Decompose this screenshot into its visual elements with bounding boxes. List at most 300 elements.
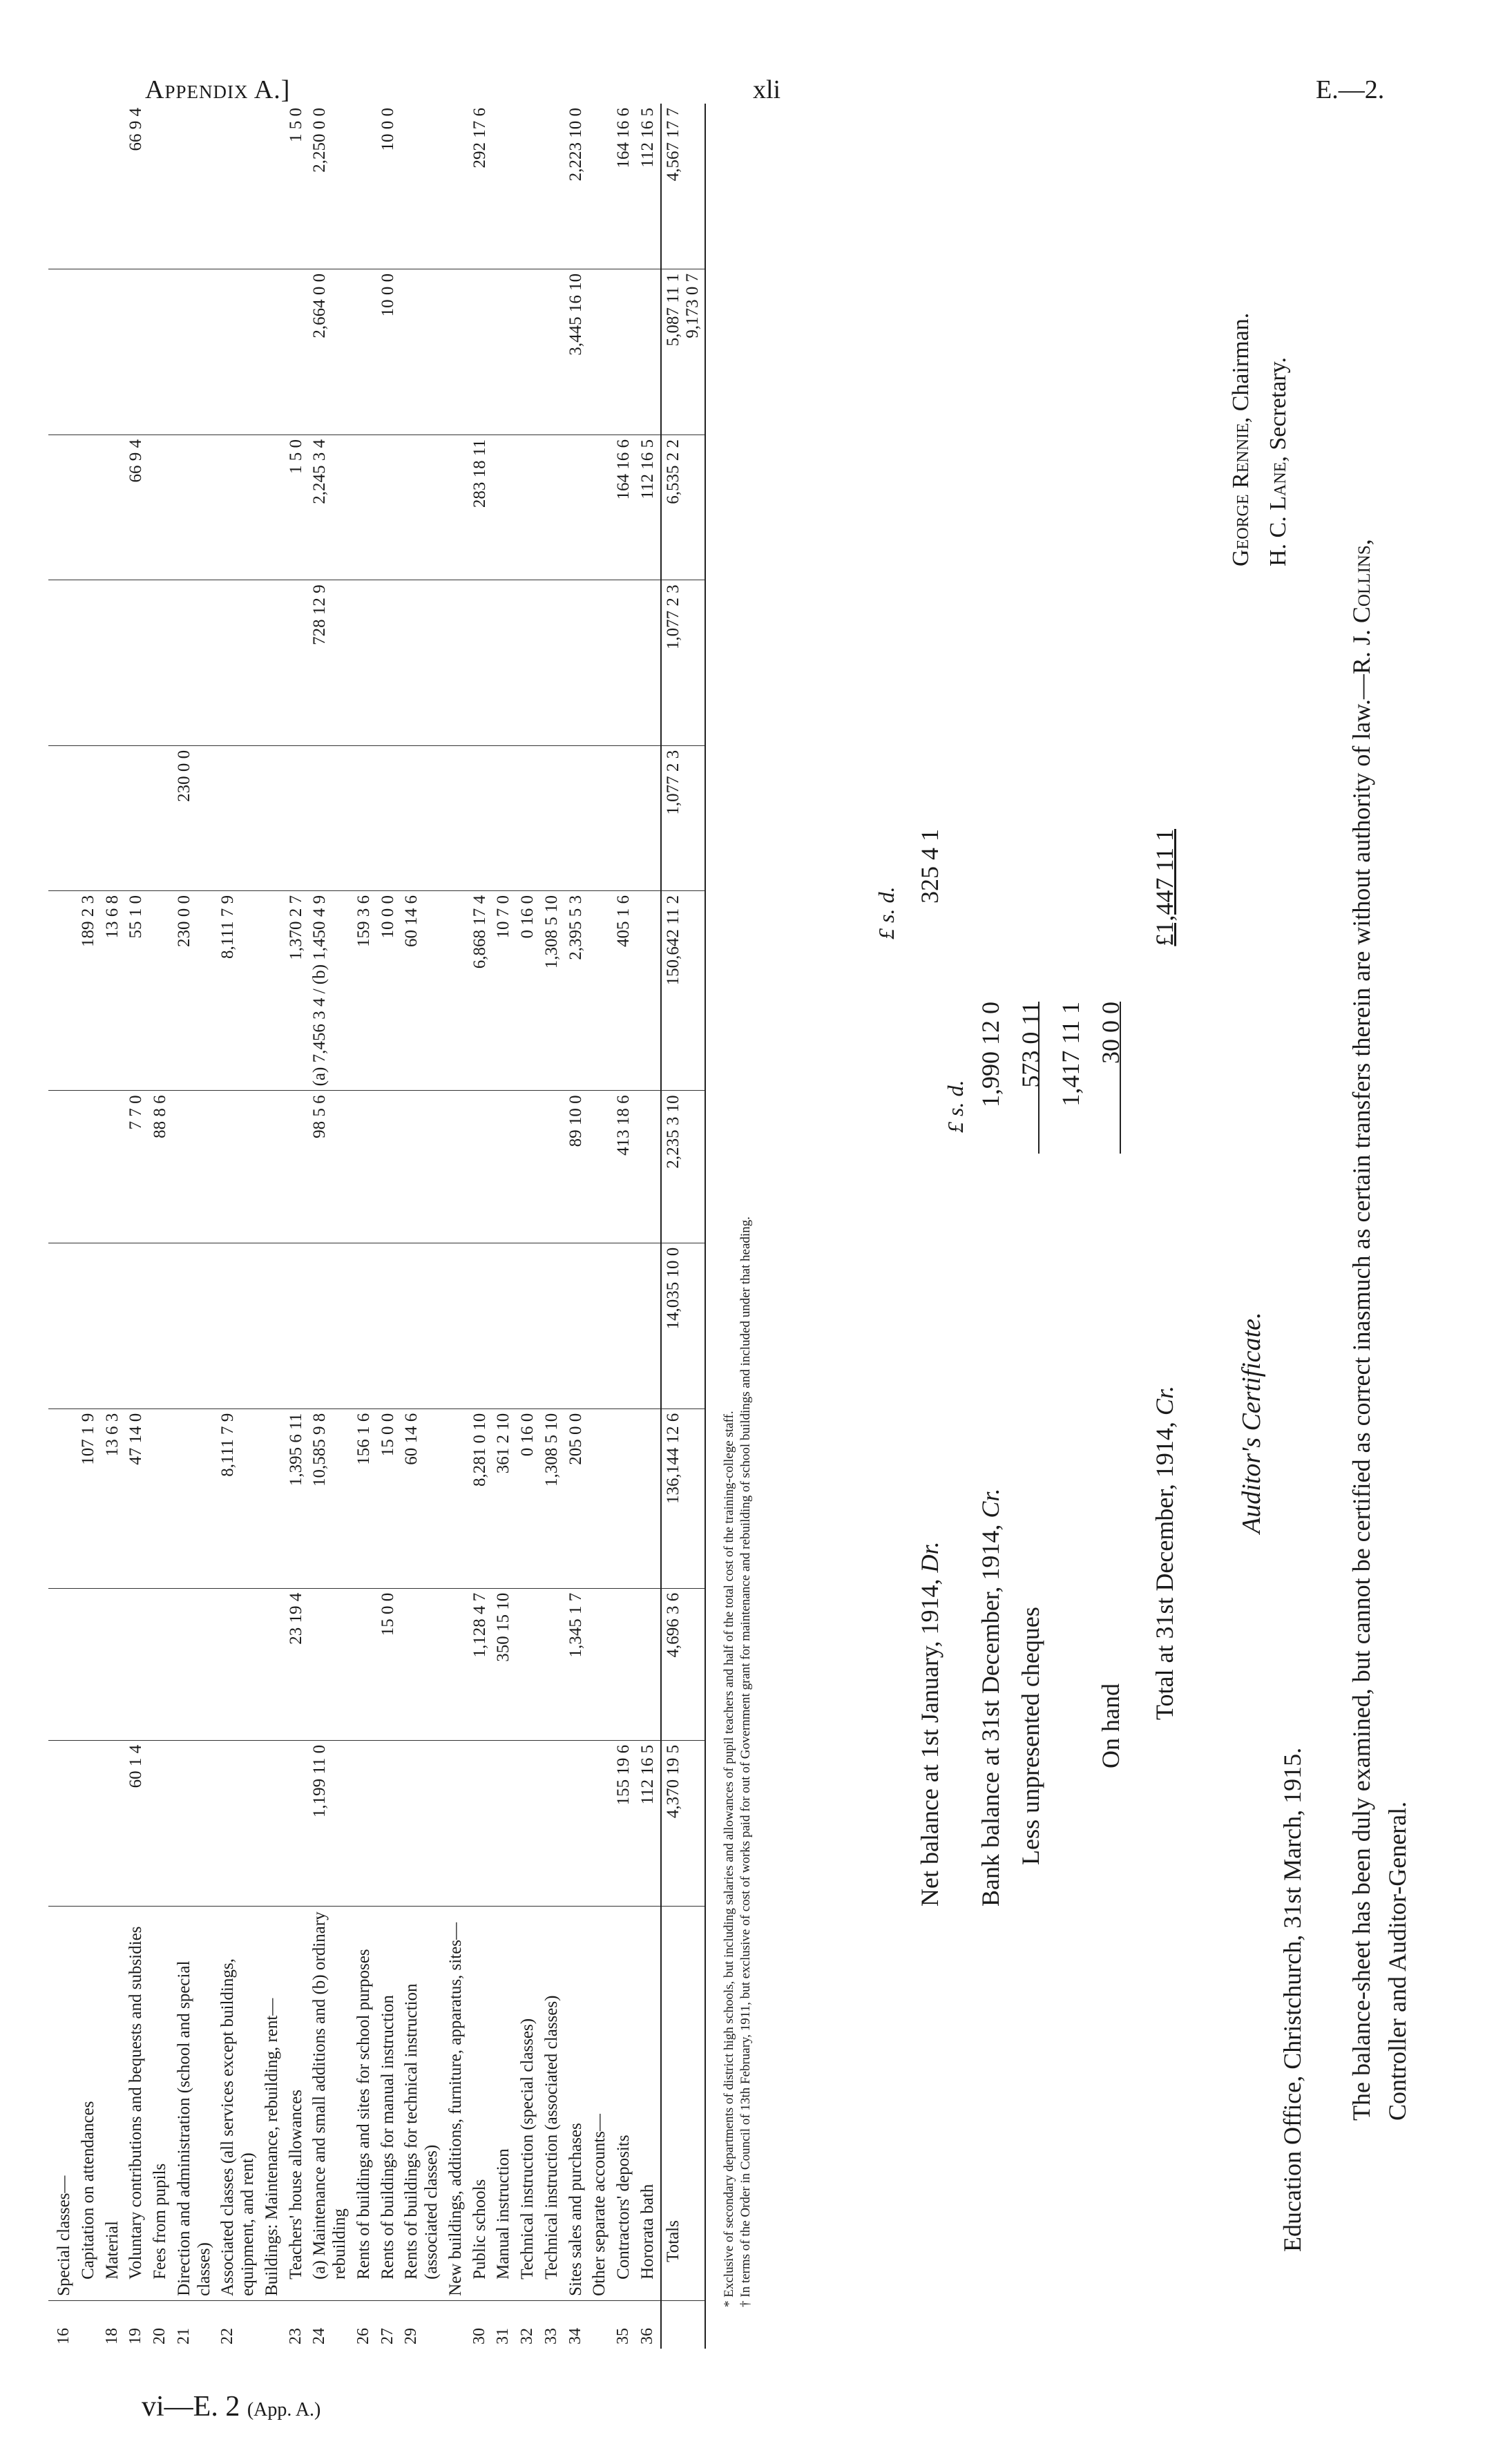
amount-cell <box>260 1243 285 1408</box>
amount-cell: 205 0 0 <box>564 1408 588 1588</box>
row-number: 32 <box>516 2300 540 2349</box>
amount-cell <box>400 1740 444 1906</box>
unpresented-label: Less unpresented cheques <box>1017 1607 1044 1865</box>
amount-cell <box>148 104 173 269</box>
totals-cell <box>661 269 705 434</box>
office-dateline: Education Office, Christchurch, 31st March, 1915. <box>1278 1747 1306 2252</box>
amount-cell <box>588 891 612 1091</box>
unpresented-row <box>1016 801 1056 1907</box>
amount-cell <box>148 1243 173 1408</box>
on-hand-amount: 30 0 0 <box>1097 1002 1124 1064</box>
subtotal-amount: 1,417 11 1 <box>1057 1002 1084 1107</box>
ledger-row <box>124 104 148 2349</box>
amount-cell <box>444 104 468 269</box>
ledger-body <box>52 104 661 2349</box>
net-balance-row <box>915 801 955 1907</box>
amount-cell <box>101 104 125 269</box>
amount-cell: 189 2 3 <box>77 891 101 1091</box>
amount-cell <box>352 1091 376 1243</box>
row-number: 34 <box>564 2300 588 2349</box>
ledger-row <box>285 104 309 2349</box>
amount-cell <box>588 104 612 269</box>
totals-cell-c: 9,173 0 7 <box>682 273 702 338</box>
amount-cell: (a) 7,456 3 4 / (b) 1,450 4 9 <box>308 891 352 1091</box>
amount-cell <box>216 104 260 269</box>
amount-cell <box>148 745 173 890</box>
amount-cell <box>52 1588 77 1740</box>
row-description: Voluntary contributions and bequests and subsidies <box>124 1906 148 2300</box>
amount-cell <box>376 1243 401 1408</box>
totals-cell-a: 1,077 2 3 <box>663 584 682 650</box>
amount-cell <box>400 1243 444 1408</box>
amount-cell <box>285 580 309 745</box>
amount-cell: 283 18 11 <box>468 434 492 580</box>
amount-cell <box>516 104 540 269</box>
amount-cell <box>564 745 588 890</box>
amount-cell <box>540 1588 564 1740</box>
totals-row <box>661 104 705 2349</box>
amount-cell <box>216 1588 260 1740</box>
amount-cell <box>588 1588 612 1740</box>
amount-cell: 60 14 6 <box>400 891 444 1091</box>
amount-cell <box>101 1740 125 1906</box>
amount-cell: 164 16 6 <box>614 108 633 169</box>
row-description: Material <box>101 1906 125 2300</box>
ledger-row <box>260 104 285 2349</box>
amount-cell <box>285 269 309 434</box>
amount-cell <box>77 1243 101 1408</box>
amount-cell <box>612 269 636 434</box>
amount-cell <box>376 580 401 745</box>
amount-cell <box>260 1091 285 1243</box>
amount-cell <box>101 580 125 745</box>
ledger-row <box>308 104 352 2349</box>
amount-cell: 413 18 6 <box>612 1091 636 1243</box>
header-document-code: E.—2. <box>1316 75 1385 104</box>
amount-cell <box>260 104 285 269</box>
amount-cell <box>588 1408 612 1588</box>
amount-cell: 15 0 0 <box>376 1588 401 1740</box>
amount-cell <box>588 580 612 745</box>
row-description: Associated classes (all services except buildings, equipment, and rent) <box>216 1906 260 2300</box>
amount-cell <box>124 1243 148 1408</box>
on-hand-row <box>1096 801 1136 1907</box>
amount-cell <box>636 580 661 745</box>
ledger-row <box>492 104 516 2349</box>
unpresented-amount: 573 0 11 <box>1017 1002 1044 1088</box>
row-description: Fees from pupils <box>148 1906 173 2300</box>
amount-cell <box>612 580 636 745</box>
amount-cell <box>516 1740 540 1906</box>
ledger-row <box>400 104 444 2349</box>
row-number: 23 <box>285 2300 309 2349</box>
amount-cell <box>77 580 101 745</box>
total-row <box>1150 801 1190 1907</box>
amount-cell: 10 0 0 <box>378 108 397 151</box>
totals-cell: 14,035 10 0 <box>661 1243 705 1408</box>
amount-cell <box>376 1091 401 1243</box>
amount-cell <box>101 434 125 580</box>
amount-cell <box>400 434 444 580</box>
amount-cell <box>52 1243 77 1408</box>
amount-cell <box>216 580 260 745</box>
ledger-row <box>588 104 612 2349</box>
amount-cell: 2,395 5 3 <box>564 891 588 1091</box>
amount-cell <box>492 1243 516 1408</box>
amount-cell <box>260 745 285 890</box>
ledger-row <box>468 104 492 2349</box>
amount-cell <box>308 745 352 890</box>
amount-cell <box>124 580 148 745</box>
amount-cell <box>216 434 260 580</box>
amount-cell <box>540 745 564 890</box>
amount-cell <box>260 580 285 745</box>
row-number: 26 <box>352 2300 376 2349</box>
amount-cell <box>612 1243 636 1408</box>
amount-cell: 15 0 0 <box>376 1408 401 1588</box>
amount-cell <box>101 1243 125 1408</box>
amount-cell: 13 6 8 <box>101 891 125 1091</box>
row-description: Special classes— <box>52 1906 77 2300</box>
ledger-row <box>636 104 661 2349</box>
amount-cell <box>101 269 125 434</box>
auditor-certificate-text: The balance-sheet has been duly examined, but cannot be certified as correct inasmuch as certain transfers therein are without authority of law.—R. J. Collins, Controller and Auditor-General. <box>1348 539 1412 2121</box>
row-number: 21 <box>173 2300 217 2349</box>
amount-cell <box>124 269 148 434</box>
amount-cell: 2,250 0 0 <box>310 108 329 173</box>
amount-cell <box>148 434 173 580</box>
amount-cell: 361 2 10 <box>492 1408 516 1588</box>
ledger-row <box>216 104 260 2349</box>
totals-cell: 150,642 11 2 <box>661 891 705 1091</box>
amount-cell <box>352 269 376 434</box>
amount-cell <box>376 745 401 890</box>
ledger-row <box>444 104 468 2349</box>
amount-cell <box>101 745 125 890</box>
row-description: Capitation on attendances <box>77 1906 101 2300</box>
amount-cell <box>52 104 77 269</box>
amount-cell <box>400 104 444 269</box>
amount-cell <box>52 269 77 434</box>
amount-cell <box>77 1091 101 1243</box>
row-description: Contractors' deposits <box>612 1906 636 2300</box>
amount-cell <box>77 745 101 890</box>
amount-cell: 164 16 6 <box>612 434 636 580</box>
amount-cell <box>124 1588 148 1740</box>
amount-cell <box>492 269 516 434</box>
amount-cell <box>564 1243 588 1408</box>
row-number: 27 <box>376 2300 401 2349</box>
amount-cell: 88 8 6 <box>148 1091 173 1243</box>
amount-cell <box>52 891 77 1091</box>
row-description: Teachers' house allowances <box>285 1906 309 2300</box>
amount-cell: 1,308 5 10 <box>540 1408 564 1588</box>
amount-cell <box>636 1408 661 1588</box>
row-number: 24 <box>308 2300 352 2349</box>
totals-cell: 136,144 12 6 <box>661 1408 705 1588</box>
amount-cell: 66 9 4 <box>126 108 146 151</box>
amount-cell <box>260 1588 285 1740</box>
amount-cell: 98 5 6 <box>308 1091 352 1243</box>
totals-cell: 2,235 3 10 <box>661 1091 705 1243</box>
amount-cell <box>468 1091 492 1243</box>
amount-cell: 3,445 16 10 <box>564 269 588 434</box>
amount-cell: 6,868 17 4 <box>468 891 492 1091</box>
row-number: 18 <box>101 2300 125 2349</box>
amount-cell <box>400 269 444 434</box>
amount-cell <box>260 269 285 434</box>
amount-cell <box>77 434 101 580</box>
amount-cell: 0 16 0 <box>516 891 540 1091</box>
auditor-name: R. J. Collins <box>1348 545 1375 675</box>
amount-cell <box>588 1243 612 1408</box>
amount-cell <box>612 1408 636 1588</box>
on-hand-label: On hand <box>1097 1683 1124 1768</box>
amount-cell <box>77 1740 101 1906</box>
amount-cell: 0 16 0 <box>516 1408 540 1588</box>
amount-cell <box>636 1588 661 1740</box>
row-description: Public schools <box>468 1906 492 2300</box>
auditor-certificate-title: Auditor's Certificate. <box>1237 1312 1266 1534</box>
amount-cell <box>444 269 468 434</box>
amount-cell <box>101 1588 125 1740</box>
amount-cell: 156 1 6 <box>352 1408 376 1588</box>
amount-cell <box>444 1091 468 1243</box>
ledger-row <box>612 104 636 2349</box>
amount-cell <box>52 434 77 580</box>
amount-cell <box>444 1588 468 1740</box>
row-description: Rents of buildings for technical instruction (associated classes) <box>400 1906 444 2300</box>
row-number <box>444 2300 468 2349</box>
amount-cell: 155 19 6 <box>612 1740 636 1906</box>
amount-cell <box>52 1091 77 1243</box>
amount-cell <box>588 745 612 890</box>
ledger-row <box>173 104 217 2349</box>
amount-cell <box>636 1091 661 1243</box>
amount-cell <box>216 745 260 890</box>
amount-cell <box>260 1740 285 1906</box>
ledger-row <box>564 104 588 2349</box>
totals-cell: 4,370 19 5 <box>661 1740 705 1906</box>
amount-cell <box>77 269 101 434</box>
amount-cell <box>52 580 77 745</box>
amount-cell <box>173 269 217 434</box>
amount-cell <box>540 1243 564 1408</box>
signatories <box>1223 313 1298 566</box>
row-description: Direction and administration (school and special classes) <box>173 1906 217 2300</box>
amount-cell <box>352 1243 376 1408</box>
amount-cell <box>492 580 516 745</box>
footnote: † In terms of the Order in Council of 13th February, 1911, but exclusive of cost of works paid for out of Government grant for maintenance and rebuilding of school buildings and included under that heading. <box>738 1216 754 2307</box>
row-description: Technical instruction (special classes) <box>516 1906 540 2300</box>
ledger-row <box>52 104 77 2349</box>
subtotal-row <box>1056 801 1096 1907</box>
amount-cell <box>308 1243 352 1408</box>
amount-cell <box>148 269 173 434</box>
amount-cell <box>216 1091 260 1243</box>
amount-cell: 10,585 9 8 <box>308 1408 352 1588</box>
amount-cell <box>492 745 516 890</box>
amount-cell: 10 0 0 <box>376 269 401 434</box>
amount-cell <box>216 1243 260 1408</box>
amount-cell <box>148 1588 173 1740</box>
row-number: 19 <box>124 2300 148 2349</box>
row-description: Manual instruction <box>492 1906 516 2300</box>
row-description: Rents of buildings for manual instruction <box>376 1906 401 2300</box>
amount-cell: 2,664 0 0 <box>308 269 352 434</box>
amount-cell: 1,199 11 0 <box>308 1740 352 1906</box>
amount-cell <box>564 580 588 745</box>
ledger-table <box>48 104 706 2349</box>
amount-cell: 405 1 6 <box>612 891 636 1091</box>
amount-cell: 23 19 4 <box>285 1588 309 1740</box>
amount-cell <box>636 1243 661 1408</box>
net-balance-amount: 325 4 1 <box>916 829 943 904</box>
amount-cell <box>124 745 148 890</box>
amount-cell: 8,111 7 9 <box>216 891 260 1091</box>
rotated-page-content <box>48 104 1444 2349</box>
row-number <box>77 2300 101 2349</box>
amount-cell <box>444 1408 468 1588</box>
amount-cell <box>468 745 492 890</box>
amount-cell <box>588 434 612 580</box>
ledger-row <box>516 104 540 2349</box>
amount-cell: 55 1 0 <box>124 891 148 1091</box>
amount-cell: 10 7 0 <box>492 891 516 1091</box>
amount-cell <box>516 1091 540 1243</box>
totals-cell: 4,696 3 6 <box>661 1588 705 1740</box>
amount-cell <box>444 1243 468 1408</box>
amount-cell <box>173 1588 217 1740</box>
totals-cell: 4,567 17 7 <box>661 104 705 269</box>
amount-cell <box>468 580 492 745</box>
row-description: Rents of buildings and sites for school purposes <box>352 1906 376 2300</box>
amount-cell: 1,308 5 10 <box>540 891 564 1091</box>
amount-cell <box>173 1091 217 1243</box>
amount-cell <box>400 1588 444 1740</box>
ledger-row <box>540 104 564 2349</box>
amount-cell <box>516 434 540 580</box>
ledger-row <box>101 104 125 2349</box>
row-number: 35 <box>612 2300 636 2349</box>
amount-cell <box>77 1588 101 1740</box>
footer-signature-mark: vi—E. 2 (App. A.) <box>142 2391 321 2423</box>
amount-cell <box>516 1243 540 1408</box>
amount-cell: 13 6 3 <box>101 1408 125 1588</box>
amount-cell: 60 1 4 <box>124 1740 148 1906</box>
row-number: 31 <box>492 2300 516 2349</box>
amount-cell <box>52 745 77 890</box>
totals-cell <box>661 580 705 745</box>
amount-cell <box>564 434 588 580</box>
amount-cell <box>564 1740 588 1906</box>
amount-cell <box>444 434 468 580</box>
amount-cell <box>308 1588 352 1740</box>
row-description: Buildings: Maintenance, rebuilding, rent— <box>260 1906 285 2300</box>
row-number: 36 <box>636 2300 661 2349</box>
page-number: xli <box>753 75 781 104</box>
bank-balance-amount: 1,990 12 0 <box>977 1002 1004 1107</box>
amount-cell <box>216 1740 260 1906</box>
amount-cell: 47 14 0 <box>124 1408 148 1588</box>
amount-cell: 112 16 5 <box>636 434 661 580</box>
amount-cell <box>540 1740 564 1906</box>
amount-cell <box>468 1740 492 1906</box>
amount-cell <box>400 745 444 890</box>
amount-cell: 1,345 1 7 <box>564 1588 588 1740</box>
row-number: 22 <box>216 2300 260 2349</box>
footnotes <box>721 104 755 2307</box>
row-description: Other separate accounts— <box>588 1906 612 2300</box>
amount-cell <box>173 1740 217 1906</box>
row-description: Technical instruction (associated classes) <box>540 1906 564 2300</box>
total-rule-left <box>1120 1002 1121 1154</box>
row-number <box>588 2300 612 2349</box>
amount-cell: 1,370 2 7 <box>285 891 309 1091</box>
subtotal-rule <box>1038 1002 1040 1154</box>
amount-cell <box>540 104 564 269</box>
totals-cell: 6,535 2 2 <box>661 434 705 580</box>
amount-cell <box>173 434 217 580</box>
ledger-row <box>352 104 376 2349</box>
amount-cell: 1,128 4 7 <box>468 1588 492 1740</box>
amount-cell <box>492 104 516 269</box>
amount-cell <box>285 1091 309 1243</box>
amount-cell: 112 16 5 <box>636 1740 661 1906</box>
amount-cell <box>636 891 661 1091</box>
amount-cell <box>260 434 285 580</box>
amount-cell <box>516 580 540 745</box>
amount-cell <box>468 1243 492 1408</box>
amount-cell <box>540 580 564 745</box>
header-appendix: Appendix A.] <box>145 75 291 104</box>
amount-cell: 230 0 0 <box>173 745 217 890</box>
row-description: Sites sales and purchases <box>564 1906 588 2300</box>
row-number: 30 <box>468 2300 492 2349</box>
amount-cell <box>173 104 217 269</box>
amount-cell: 1 5 0 <box>286 108 305 142</box>
amount-cell <box>376 434 401 580</box>
totals-label: Totals <box>661 1906 705 2300</box>
amount-cell <box>444 580 468 745</box>
amount-cell: 728 12 9 <box>308 580 352 745</box>
amount-cell <box>516 745 540 890</box>
amount-cell <box>352 104 376 269</box>
amount-cell <box>636 269 661 434</box>
amount-cell <box>173 1408 217 1588</box>
row-description: New buildings, additions, furniture, apparatus, sites— <box>444 1906 468 2300</box>
amount-cell <box>540 269 564 434</box>
total-amount: £1,447 11 1 <box>1151 829 1178 946</box>
amount-cell <box>260 1408 285 1588</box>
amount-cell <box>444 745 468 890</box>
amount-cell <box>588 269 612 434</box>
secretary-signature: H. C. Lane, Secretary. <box>1265 357 1292 566</box>
ledger-row <box>376 104 401 2349</box>
amount-cell <box>516 1588 540 1740</box>
footnote: * Exclusive of secondary departments of district high schools, but including salaries and allowances of pupil teachers and half of the total cost of the training-college staff. <box>721 1411 736 2307</box>
row-number: 16 <box>52 2300 77 2349</box>
amount-cell <box>101 1091 125 1243</box>
amount-cell <box>52 1408 77 1588</box>
row-number: 29 <box>400 2300 444 2349</box>
amount-cell <box>444 891 468 1091</box>
amount-cell <box>516 269 540 434</box>
amount-cell: 2,223 10 0 <box>566 108 585 182</box>
amount-cell <box>216 269 260 434</box>
amount-cell <box>588 1091 612 1243</box>
amount-cell: 112 16 5 <box>638 108 657 168</box>
